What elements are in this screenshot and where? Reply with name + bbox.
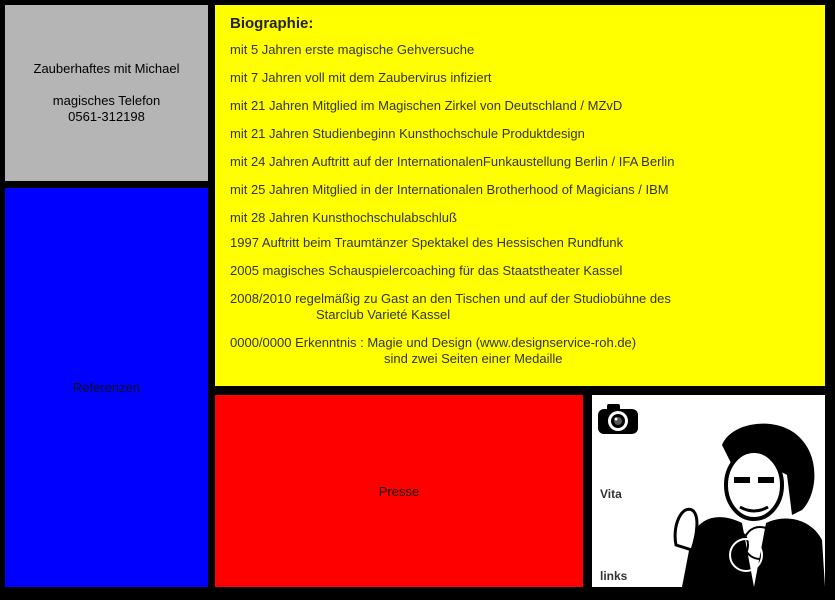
camera-icon[interactable] — [597, 403, 639, 435]
bio-entry — [230, 70, 810, 86]
phone-label: magisches Telefon — [52, 93, 161, 108]
vita-link[interactable]: Vita — [600, 487, 622, 501]
bio-entry — [230, 210, 810, 226]
contact-panel — [5, 5, 208, 181]
bio-entry — [230, 42, 810, 58]
biography-panel — [215, 5, 825, 386]
bio-entry — [230, 263, 810, 279]
bio-entry-text: 0000/0000 Erkenntnis : Magie und Design (www.designservice-roh.de) — [230, 335, 637, 350]
referenzen-link[interactable] — [5, 188, 208, 587]
bio-entry — [230, 335, 810, 367]
bio-entry — [230, 126, 810, 142]
bio-entry-text: mit 24 Jahren Auftritt auf der InternationalenFunkaustellung Berlin / IFA Berlin — [230, 154, 675, 169]
referenzen-label: Referenzen — [72, 380, 141, 395]
bio-entry-text: 2008/2010 regelmäßig zu Gast an den Tischen und auf der Studiobühne des — [230, 291, 671, 306]
bio-entry-text: 1997 Auftritt beim Traumtänzer Spektakel des Hessischen Rundfunk — [230, 235, 624, 250]
bio-entry — [230, 182, 810, 198]
bio-entry-text: mit 21 Jahren Studienbeginn Kunsthochschule Produktdesign — [230, 126, 585, 141]
presse-label: Presse — [378, 483, 420, 499]
bio-entry — [230, 291, 810, 323]
bio-entry-text: mit 7 Jahren voll mit dem Zaubervirus infiziert — [230, 70, 492, 85]
magician-portrait — [662, 415, 825, 587]
links-link[interactable]: links — [600, 569, 628, 583]
phone-number: 0561-312198 — [68, 109, 145, 124]
site-title: Zauberhaftes mit Michael — [33, 61, 180, 76]
presse-link[interactable] — [215, 395, 583, 587]
bio-entry-text: mit 28 Jahren Kunsthochschulabschluß — [230, 210, 457, 225]
photo-panel — [592, 395, 825, 587]
bio-entry-continuation: Starclub Varieté Kassel — [316, 307, 451, 322]
bio-entry — [230, 154, 810, 170]
bio-entry-text: mit 21 Jahren Mitglied im Magischen Zirkel von Deutschland / MZvD — [230, 98, 623, 113]
bio-entry — [230, 98, 810, 114]
bio-entry-continuation: sind zwei Seiten einer Medaille — [384, 351, 563, 366]
bio-entry-text: mit 5 Jahren erste magische Gehversuche — [230, 42, 475, 57]
bio-entry — [230, 235, 810, 251]
bio-entry-text: 2005 magisches Schauspielercoaching für das Staatstheater Kassel — [230, 263, 623, 278]
bio-entry-text: mit 25 Jahren Mitglied in der Internationalen Brotherhood of Magicians / IBM — [230, 182, 669, 197]
biography-heading: Biographie: — [230, 15, 314, 32]
